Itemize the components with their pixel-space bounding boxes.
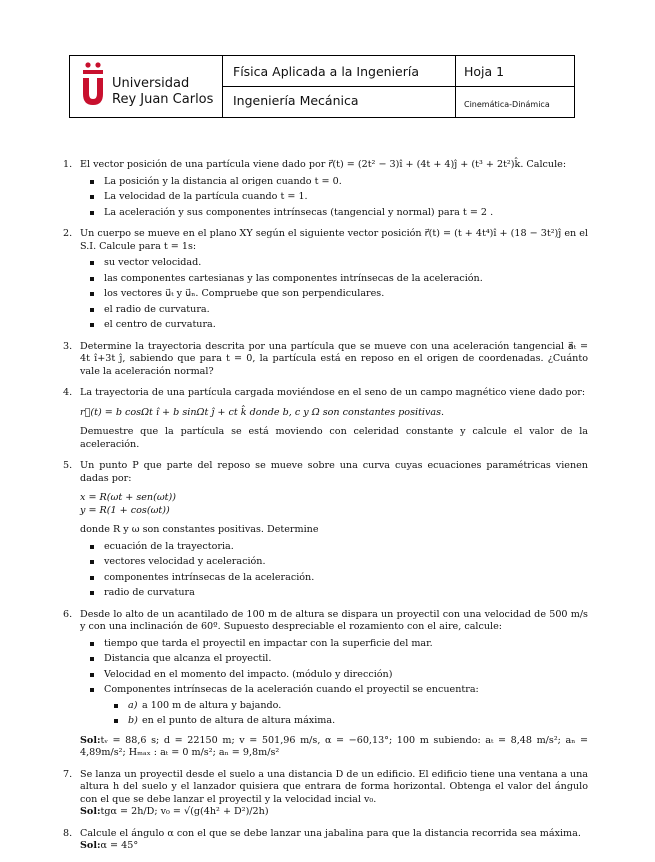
list-item: radio de curvatura bbox=[80, 587, 588, 600]
problem-number: 7. bbox=[63, 768, 73, 780]
list-item-text: Componentes intrínsecas de la aceleración cuando el proyectil se encuentra: bbox=[104, 684, 479, 695]
item-list bbox=[80, 257, 588, 332]
subitem-text: en el punto de altura de altura máxima. bbox=[142, 715, 336, 726]
problem-statement: Un cuerpo se mueve en el plano XY según el siguiente vector posición r⃗(t) = (t + 4t⁴)î + (18 − 3t²)ĵ en el S.I. Calcule para t = 1s: bbox=[80, 228, 588, 252]
course-cell bbox=[223, 56, 456, 117]
subitem bbox=[104, 700, 588, 713]
list-item: La aceleración y sus componentes intrínsecas (tangencial y normal) para t = 2 . bbox=[80, 207, 588, 220]
subitem-text: a 100 m de altura y bajando. bbox=[142, 699, 282, 711]
problem-closing: donde R y ω son constantes positivas. Determine bbox=[80, 524, 319, 535]
problem-statement: Se lanza un proyectil desde el suelo a una distancia D de un edificio. El edificio tiene una ventana a una altura h del suelo y el lanzador quisiera que entrara de forma horizontal. Obtenga el valor del ángulo con el que se debe lanzar el proyectil y la velocidad incial v₀. bbox=[80, 768, 588, 805]
problem-1 bbox=[63, 159, 588, 219]
sheet-cell bbox=[456, 56, 574, 117]
list-item bbox=[80, 684, 588, 728]
list-item: La posición y la distancia al origen cuando t = 0. bbox=[80, 176, 588, 189]
list-item: vectores velocidad y aceleración. bbox=[80, 556, 588, 569]
problem-4 bbox=[63, 387, 588, 451]
university-logo-cell bbox=[70, 56, 223, 117]
solution-text: tᵥ = 88,6 s; d = 22150 m; v = 501,96 m/s, α = −60,13°; 100 m subiendo: aₜ = 8,48 m/s²; aₙ = 4,89m/s²; Hₘₐₓ : aₜ = 0 m/s²; aₙ = 9,8m/s² bbox=[80, 734, 588, 758]
course-subtitle: Ingeniería Mecánica bbox=[233, 93, 359, 108]
solution-text: α = 45° bbox=[100, 840, 139, 851]
course-title: Física Aplicada a la Ingeniería bbox=[233, 64, 420, 79]
list-item: los vectores u⃗ₜ y u⃗ₙ. Compruebe que son perpendiculares. bbox=[80, 288, 588, 301]
subitem-label: b) bbox=[128, 715, 138, 726]
equation-x: x = R(ωt + sen(ωt)) bbox=[80, 492, 177, 503]
problem-5 bbox=[63, 460, 588, 600]
subitem-list bbox=[104, 700, 588, 728]
problem-statement: Calcule el ángulo α con el que se debe lanzar una jabalina para que la distancia recorrida sea máxima. bbox=[80, 827, 581, 839]
problem-6 bbox=[63, 609, 588, 760]
problem-number: 2. bbox=[63, 228, 73, 239]
solution-text: tgα = 2h/D; v₀ = √(g(4h² + D²)/2h) bbox=[100, 806, 269, 817]
list-item: ecuación de la trayectoria. bbox=[80, 541, 588, 554]
item-list bbox=[80, 541, 588, 600]
list-item: su vector velocidad. bbox=[80, 257, 588, 270]
problem-2 bbox=[63, 228, 588, 332]
problem-number: 1. bbox=[63, 159, 73, 170]
problem-8 bbox=[63, 828, 588, 853]
list-item: Distancia que alcanza el proyectil. bbox=[80, 653, 588, 666]
solution-label: Sol: bbox=[80, 734, 101, 746]
solution bbox=[80, 806, 588, 819]
list-item: componentes intrínsecas de la aceleración. bbox=[80, 572, 588, 585]
problem-number: 3. bbox=[63, 340, 73, 352]
item-list bbox=[80, 638, 588, 728]
sheet-topic: Cinemática-Dinámica bbox=[464, 100, 550, 109]
list-item: las componentes cartesianas y las componentes intrínsecas de la aceleración. bbox=[80, 273, 588, 286]
problem-number: 6. bbox=[63, 608, 73, 620]
problem-statement: Un punto P que parte del reposo se mueve sobre una curva cuyas ecuaciones paramétricas vienen dadas por: bbox=[80, 460, 588, 484]
list-item: Velocidad en el momento del impacto. (módulo y dirección) bbox=[80, 669, 588, 682]
solution-label: Sol: bbox=[80, 806, 101, 817]
problem-number: 5. bbox=[63, 460, 73, 471]
list-item: La velocidad de la partícula cuando t = 1. bbox=[80, 191, 588, 204]
university-name-line2: Rey Juan Carlos bbox=[112, 92, 214, 107]
problem-closing: Demuestre que la partícula se está moviendo con celeridad constante y calcule el valor de la aceleración. bbox=[80, 426, 588, 450]
list-item: el radio de curvatura. bbox=[80, 304, 588, 317]
item-list bbox=[80, 176, 588, 220]
equation: r⃗(t) = b cosΩt î + b sinΩt ĵ + ct k̂ donde b, c y Ω son constantes positivas. bbox=[80, 406, 445, 418]
problem-statement: La trayectoria de una partícula cargada moviéndose en el seno de un campo magnético viene dado por: bbox=[80, 387, 586, 398]
equation-y: y = R(1 + cos(ωt)) bbox=[80, 504, 170, 516]
problem-statement: Determine la trayectoria descrita por una partícula que se mueve con una aceleración tangencial a⃗ₜ = 4t î+3t ĵ, sabiendo que para t = 0, la partícula está en reposo en el origen de coordenadas. ¿Cuánto vale la aceleración normal? bbox=[80, 340, 588, 377]
problem-list bbox=[63, 159, 588, 862]
problem-statement: Desde lo alto de un acantilado de 100 m de altura se dispara un proyectil con una velocidad de 500 m/s y con una inclinación de 60º. Supuesto despreciable el rozamiento con el aire, calcule: bbox=[80, 608, 588, 632]
problem-statement: El vector posición de una partícula viene dado por r⃗(t) = (2t² − 3)î + (4t + 4)ĵ + (t³ + 2t²)k̂. Calcule: bbox=[80, 159, 567, 170]
solution bbox=[80, 735, 588, 760]
sheet-number: Hoja 1 bbox=[464, 64, 505, 79]
university-name bbox=[112, 76, 213, 108]
problem-3 bbox=[63, 341, 588, 379]
header-box bbox=[69, 55, 575, 118]
solution bbox=[80, 840, 588, 853]
university-logo-icon bbox=[79, 61, 107, 109]
university-name-line1: Universidad bbox=[112, 76, 190, 91]
list-item: el centro de curvatura. bbox=[80, 319, 588, 332]
list-item: tiempo que tarda el proyectil en impactar con la superficie del mar. bbox=[80, 638, 588, 651]
subitem-label: a) bbox=[128, 699, 138, 711]
subitem bbox=[104, 715, 588, 728]
problem-number: 4. bbox=[63, 387, 73, 398]
solution-label: Sol: bbox=[80, 840, 101, 851]
problem-7 bbox=[63, 769, 588, 819]
problem-number: 8. bbox=[63, 827, 73, 839]
